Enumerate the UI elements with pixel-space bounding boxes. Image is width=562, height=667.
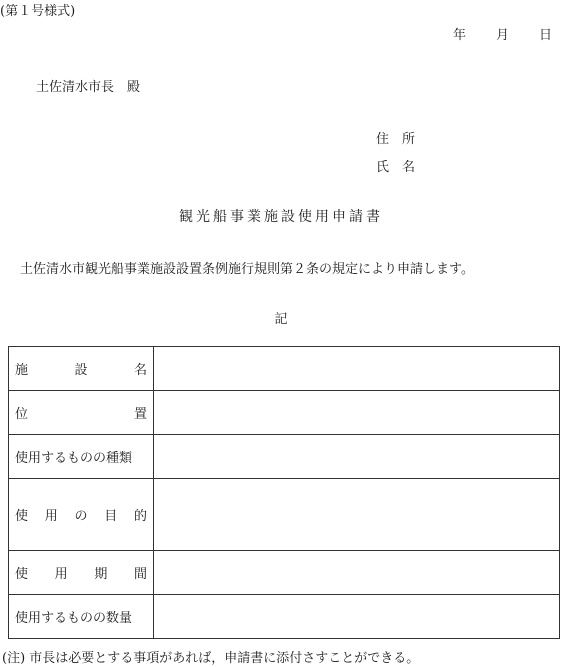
- table-row: [9, 479, 560, 551]
- date-year-label: 年: [452, 28, 466, 43]
- facility-name-label: [9, 347, 154, 391]
- purpose-field[interactable]: [154, 479, 560, 551]
- label-char: 目: [104, 509, 118, 524]
- label-char: 的: [133, 509, 147, 524]
- label-text: 使用するものの数量: [15, 611, 133, 626]
- table-row: [9, 391, 560, 435]
- label-char: の: [74, 509, 88, 524]
- applicant-name-label: 氏 名: [376, 160, 416, 175]
- facility-name-field[interactable]: [154, 347, 560, 391]
- table-row: [9, 595, 560, 639]
- label-char: 使: [15, 567, 29, 582]
- location-label: [9, 391, 154, 435]
- label-char: 施: [15, 363, 29, 378]
- footnote: (注) 市長は必要とする事項があれば，申請書に添付さすことができる。: [2, 651, 420, 666]
- date-month-label: 月: [495, 28, 509, 43]
- label-char: 期: [94, 567, 108, 582]
- usage-period-field[interactable]: [154, 551, 560, 595]
- form-number: (第１号様式): [0, 4, 76, 19]
- application-table: [8, 346, 560, 639]
- document-title: 観光船事業施設使用申請書: [179, 209, 383, 225]
- label-char: 位: [15, 407, 29, 422]
- table-row: [9, 435, 560, 479]
- table-row: [9, 551, 560, 595]
- label-char: 設: [74, 363, 88, 378]
- item-quantity-field[interactable]: [154, 595, 560, 639]
- table-row: [9, 347, 560, 391]
- item-type-label: [9, 435, 154, 479]
- label-char: 置: [133, 407, 147, 422]
- label-char: 用: [44, 509, 58, 524]
- date-line: [453, 24, 552, 43]
- intro-text: 土佐清水市観光船事業施設設置条例施行規則第２条の規定により申請します。: [20, 262, 474, 277]
- usage-period-label: [9, 551, 154, 595]
- item-type-field[interactable]: [154, 435, 560, 479]
- location-field[interactable]: [154, 391, 560, 435]
- label-text: 使用するものの種類: [15, 451, 133, 466]
- label-char: 用: [54, 567, 68, 582]
- label-char: 使: [15, 509, 29, 524]
- label-char: 間: [133, 567, 147, 582]
- ki-label: 記: [274, 312, 288, 327]
- applicant-address-label: 住 所: [376, 132, 416, 147]
- item-quantity-label: [9, 595, 154, 639]
- addressee: 土佐清水市長 殿: [36, 80, 141, 95]
- purpose-label: [9, 479, 154, 551]
- date-day-label: 日: [538, 28, 552, 43]
- label-char: 名: [133, 363, 147, 378]
